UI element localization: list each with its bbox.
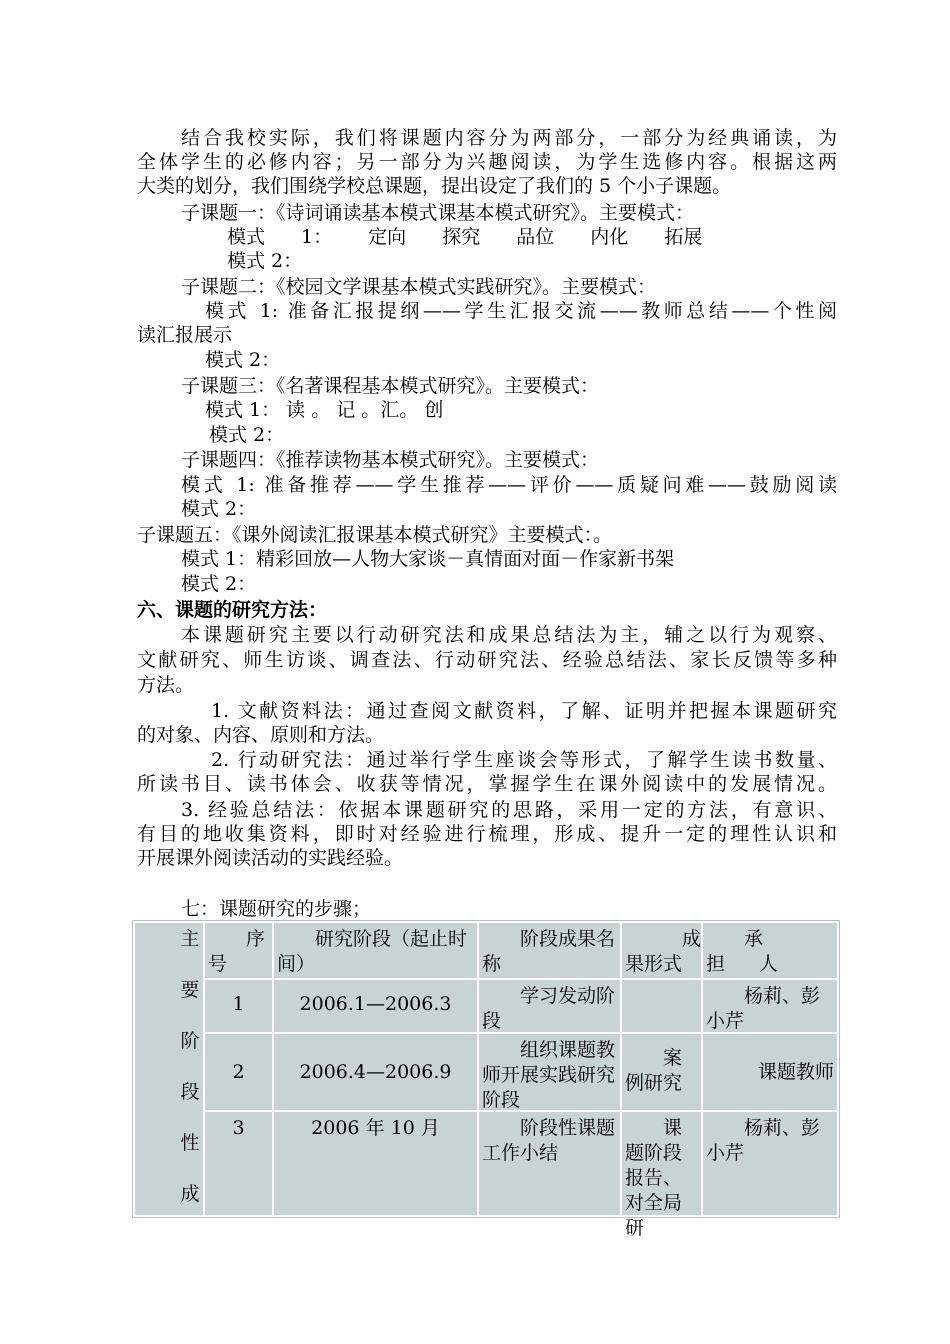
para-line: 全体学生的必修内容；另一部分为兴趣阅读，为学生选修内容。根据这两 xyxy=(137,151,837,173)
header-form: 成果形式 xyxy=(622,923,701,978)
subtopic-2-mode-1: 模式 1: 准备汇报提纲——学生汇报交流——教师总结——个性阅 xyxy=(205,300,837,322)
method-3-cont: 有目的地收集资料，即时对经验进行梳理，形成、提升一定的理性认识和 xyxy=(137,823,837,845)
subtopic-4: 子课题四：《推荐读物基本模式研究》。主要模式： xyxy=(181,449,600,471)
row-2-stage: 2006.4—2006.9 xyxy=(274,1034,477,1110)
side-char: 阶 xyxy=(180,1030,200,1052)
row-2-result-name: 组织课题教师开展实践研究阶段 xyxy=(479,1034,620,1110)
subtopic-1: 子课题一：《诗词诵读基本模式课基本模式研究》。主要模式： xyxy=(181,202,695,224)
subtopic-5-mode-1: 模式 1：精彩回放—人物大家谈－真情面对面－作家新书架 xyxy=(181,548,675,570)
subtopic-5: 子课题五：《课外阅读汇报课基本模式研究》主要模式：。 xyxy=(137,524,613,546)
row-3-stage: 2006 年 10 月 xyxy=(274,1112,477,1215)
subtopic-4-mode-2: 模式 2： xyxy=(181,498,257,520)
method-2-cont: 所读书目、读书体会、收获等情况，掌握学生在课外阅读中的发展情况。 xyxy=(137,773,837,795)
subtopic-3-mode-2: 模式 2： xyxy=(209,424,285,446)
subtopic-2-mode-2: 模式 2： xyxy=(205,349,281,371)
para-line: 本课题研究主要以行动研究法和成果总结法为主，辅之以行为观察、 xyxy=(181,624,837,646)
side-label-column xyxy=(135,923,203,1215)
row-1-form xyxy=(622,980,701,1032)
side-char: 段 xyxy=(180,1081,200,1103)
para-line: 文献研究、师生访谈、调查法、行动研究法、经验总结法、家长反馈等多种 xyxy=(137,649,837,671)
method-3-cont: 开展课外阅读活动的实践经验。 xyxy=(137,847,404,869)
subtopic-3: 子课题三：《名著课程基本模式研究》。主要模式： xyxy=(181,375,600,397)
method-1: 1. 文献资料法：通过查阅文献资料，了解、证明并把握本课题研究 xyxy=(211,700,837,722)
subtopic-4-mode-1: 模式 1: 准备推荐——学生推荐——评价——质疑问难——鼓励阅读 xyxy=(181,474,837,496)
row-1-seq: 1 xyxy=(205,980,272,1032)
row-3-owner: 杨莉、彭小芹 xyxy=(703,1112,837,1215)
stages-table xyxy=(132,920,840,1239)
subtopic-2-mode-1-cont: 读汇报展示 xyxy=(137,324,233,346)
header-result-name: 阶段成果名称 xyxy=(479,923,620,978)
para-line: 大类的划分，我们围绕学校总课题，提出设定了我们的 5 个小子课题。 xyxy=(137,175,732,197)
row-1-result-name: 学习发动阶段 xyxy=(479,980,620,1032)
subtopic-1-mode-1: 模式 1： 定向 探究 品位 内化 拓展 xyxy=(227,226,703,248)
subtopic-1-mode-2: 模式 2： xyxy=(227,250,303,272)
side-char: 主 xyxy=(180,928,200,950)
side-char: 成 xyxy=(180,1183,200,1205)
header-owner: 承担人 xyxy=(703,923,837,978)
section-6-heading: 六、课题的研究方法： xyxy=(137,599,328,621)
row-1-owner: 杨莉、彭小芹 xyxy=(703,980,837,1032)
row-1-stage: 2006.1—2006.3 xyxy=(274,980,477,1032)
row-3-form: 课题阶段报告、对全局研 xyxy=(622,1112,701,1215)
para-line: 结合我校实际，我们将课题内容分为两部分，一部分为经典诵读，为 xyxy=(181,127,837,149)
row-2-form: 案例研究 xyxy=(622,1034,701,1110)
method-3: 3. 经验总结法：依据本课题研究的思路，采用一定的方法，有意识、 xyxy=(181,799,837,821)
row-2-owner: 课题教师 xyxy=(703,1034,837,1110)
header-seq: 序号 xyxy=(205,923,272,978)
method-2: 2. 行动研究法：通过举行学生座谈会等形式，了解学生读书数量、 xyxy=(211,749,837,771)
para-line: 方法。 xyxy=(137,674,195,696)
subtopic-2: 子课题二：《校园文学课基本模式实践研究》。主要模式： xyxy=(181,276,657,298)
row-3-seq: 3 xyxy=(205,1112,272,1215)
side-char: 要 xyxy=(180,979,200,1001)
method-1-cont: 的对象、内容、原则和方法。 xyxy=(137,724,385,746)
header-stage: 研究阶段（起止时间） xyxy=(274,923,477,978)
side-char: 性 xyxy=(180,1132,200,1154)
section-7-heading: 七：课题研究的步骤； xyxy=(181,898,372,920)
subtopic-3-mode-1: 模式 1： 读 。 记 。汇。 创 xyxy=(205,399,444,421)
row-2-seq: 2 xyxy=(205,1034,272,1110)
subtopic-5-mode-2: 模式 2： xyxy=(181,573,257,595)
row-3-result-name: 阶段性课题工作小结 xyxy=(479,1112,620,1215)
